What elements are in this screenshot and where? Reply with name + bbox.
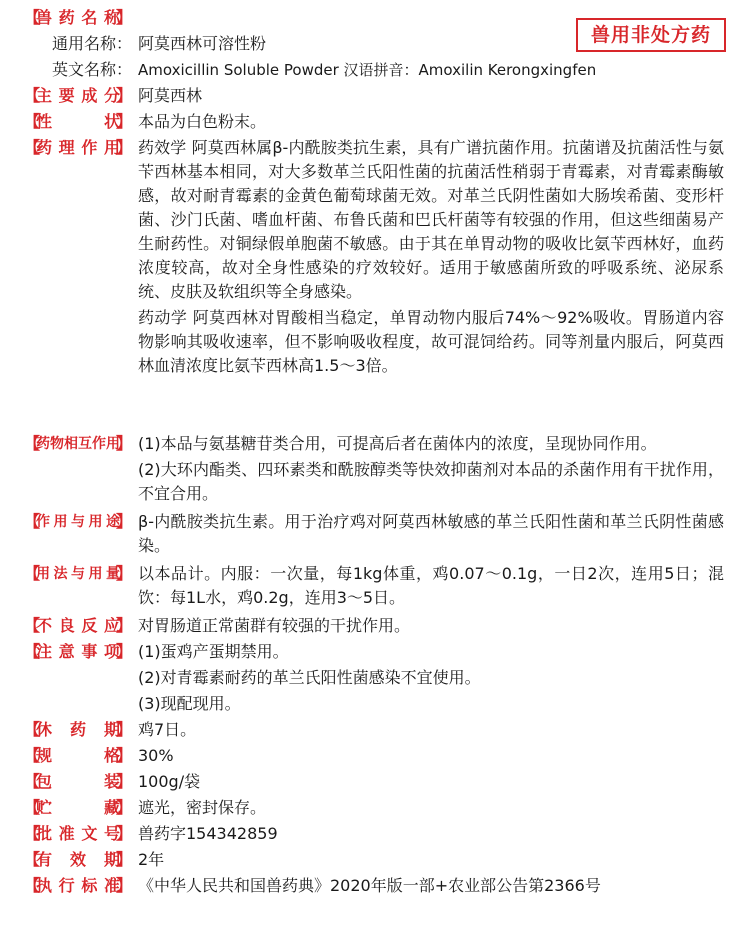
section-label: 【 药物相互作用 】	[24, 434, 132, 453]
section-body	[138, 110, 724, 134]
section-label: 【 用法与用量 】	[24, 564, 132, 583]
section-text: 100g/袋	[138, 772, 201, 791]
section-text: 药效学 阿莫西林属β-内酰胺类抗生素，具有广谱抗菌作用。抗菌谱及抗菌活性与氨苄西林基本相同，对大多数革兰氏阳性菌的抗菌活性稍弱于青霉素，对青霉素酶敏感，故对耐青霉素的金黄色葡萄球菌无效。对革兰氏阴性菌如大肠埃希菌、变形杆菌、沙门氏菌、嗜血杆菌、布鲁氏菌和巴氏杆菌等有较强的作用，但这些细菌易产生耐药性。对铜绿假单胞菌不敏感。由于其在单胃动物的吸收比氨苄西林好，血药浓度较高，故对全身性感染的疗效较好。适用于敏感菌所致的呼吸系统、泌尿系统、皮肤及软组织等全身感染。	[138, 138, 724, 301]
section-body	[138, 770, 724, 794]
section-text: 遮光，密封保存。	[138, 798, 267, 817]
section-text: β-内酰胺类抗生素。用于治疗鸡对阿莫西林敏感的革兰氏阳性菌和革兰氏阴性菌感染。	[138, 512, 724, 555]
section-label: 【 主要成分 】	[24, 86, 132, 105]
section-text: Amoxicillin Soluble Powder 汉语拼音：Amoxilin Kerongxingfen	[138, 61, 597, 79]
section-text: 30%	[138, 746, 174, 765]
section-text: 以本品计。内服：一次量，每1kg体重，鸡0.07～0.1g，一日2次，连用5日；混饮：每1L水，鸡0.2g，连用3～5日。	[138, 564, 724, 607]
section-label: 【 执行标准 】	[24, 876, 132, 895]
section-text: 本品为白色粉末。	[138, 112, 267, 131]
section-text: 对胃肠道正常菌群有较强的干扰作用。	[138, 616, 411, 635]
otc-vet-badge: 兽用非处方药	[576, 18, 726, 52]
section-body	[138, 744, 724, 768]
section-body	[138, 562, 724, 610]
section-label: 【 贮藏 】	[24, 798, 132, 817]
section-label: 【 批准文号 】	[24, 824, 132, 843]
label-text: 兽药名称	[36, 8, 120, 27]
section-text: 鸡7日。	[138, 720, 197, 739]
section-text: 兽药字154342859	[138, 824, 278, 843]
section-body	[138, 84, 724, 108]
section-label: 【 兽药名称 】	[24, 6, 132, 30]
section-text: (3)现配现用。	[138, 694, 241, 713]
section-text: 药动学 阿莫西林对胃酸相当稳定，单胃动物内服后74%～92%吸收。胃肠道内容物影响其吸收速率，但不影响吸收程度，故可混饲给药。同等剂量内服后，阿莫西林血清浓度比氨苄西林高1.5～3倍。	[138, 308, 724, 375]
section-text: (2)对青霉素耐药的革兰氏阳性菌感染不宜使用。	[138, 668, 481, 687]
section-text: (1)本品与氨基糖苷类合用，可提高后者在菌体内的浓度，呈现协同作用。	[138, 434, 657, 453]
section-body	[138, 848, 724, 872]
section-label: 【 包装 】	[24, 772, 132, 791]
section-body	[138, 432, 724, 506]
section-text: 阿莫西林可溶性粉	[138, 34, 267, 53]
section-text: (1)蛋鸡产蛋期禁用。	[138, 642, 289, 661]
section-body	[138, 640, 724, 716]
section-label: 【 注意事项 】	[24, 642, 132, 661]
section-label: 【 休药期 】	[24, 720, 132, 739]
section-text: 《中华人民共和国兽药典》2020年版一部+农业部公告第2366号	[138, 876, 601, 895]
section-body	[138, 136, 724, 378]
section-sublabel: 通用名称：	[51, 34, 132, 53]
section-body	[138, 822, 724, 846]
section-label: 【 有效期 】	[24, 850, 132, 869]
section-body	[138, 58, 724, 82]
section-body	[138, 614, 724, 638]
section-text: 阿莫西林	[138, 86, 203, 105]
section-body	[138, 874, 724, 898]
section-label: 【 性状 】	[24, 112, 132, 131]
section-body	[138, 32, 724, 56]
section-label: 【 作用与用途 】	[24, 512, 132, 531]
section-body	[138, 510, 724, 558]
section-text: (2)大环内酯类、四环素类和酰胺醇类等快效抑菌剂对本品的杀菌作用有干扰作用，不宜合用。	[138, 460, 724, 503]
section-label: 【 不良反应 】	[24, 616, 132, 635]
section-label: 【 规格 】	[24, 746, 132, 765]
section-label: 【 药理作用 】	[24, 138, 132, 157]
section-body	[138, 718, 724, 742]
section-body	[138, 796, 724, 820]
section-text: 2年	[138, 850, 165, 869]
section-sublabel: 英文名称：	[51, 60, 132, 79]
